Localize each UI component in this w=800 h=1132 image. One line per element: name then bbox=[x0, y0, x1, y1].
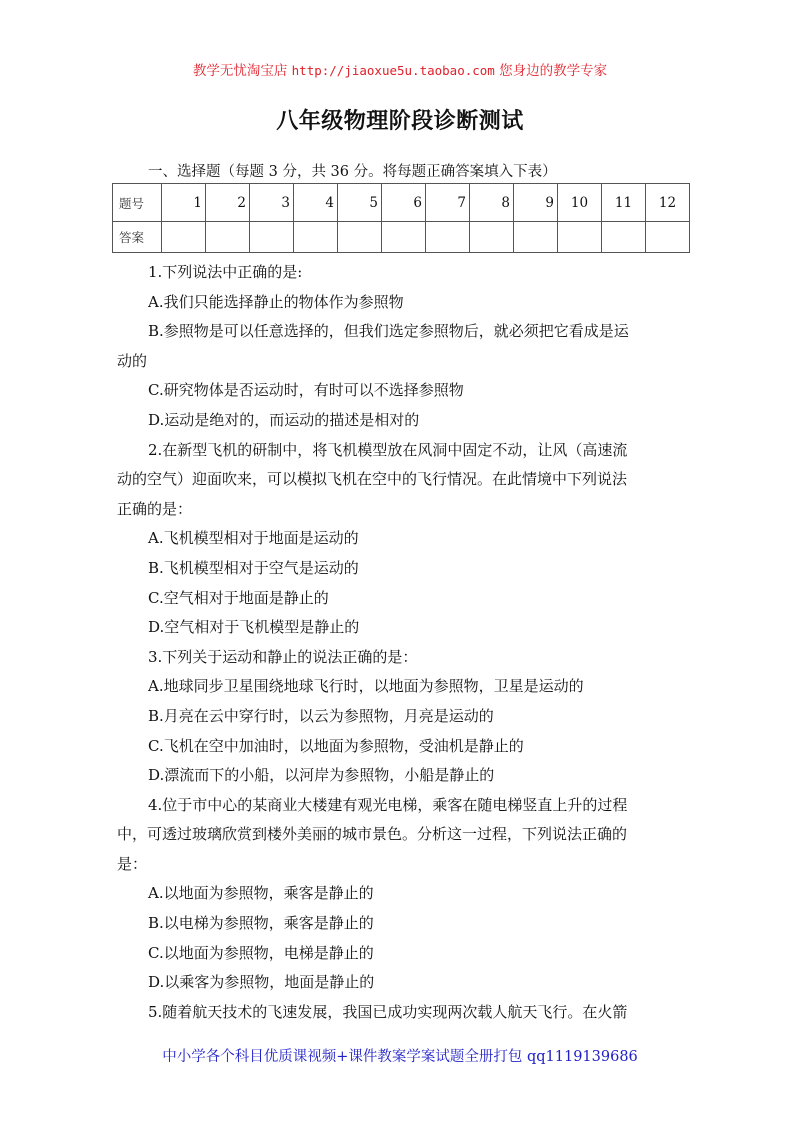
shop-slogan: 您身边的教学专家 bbox=[499, 63, 608, 79]
question-number-cell: 5 bbox=[338, 184, 382, 222]
answer-cell[interactable] bbox=[250, 222, 294, 253]
question-text-line: B.参照物是可以任意选择的，但我们选定参照物后，就必须把它看成是运 bbox=[148, 322, 629, 341]
answer-cell[interactable] bbox=[514, 222, 558, 253]
page-title: 八年级物理阶段诊断测试 bbox=[276, 109, 524, 134]
question-number-cell: 11 bbox=[602, 184, 646, 222]
question-text-line: 正确的是： bbox=[117, 499, 193, 518]
question-number-cell: 3 bbox=[250, 184, 294, 222]
question-number-cell: 8 bbox=[470, 184, 514, 222]
question-number-cell: 2 bbox=[206, 184, 250, 222]
question-text-line: 5.随着航天技术的飞速发展，我国已成功实现两次载人航天飞行。在火箭 bbox=[148, 1002, 628, 1021]
question-number-cell: 6 bbox=[382, 184, 426, 222]
question-text-line: 3.下列关于运动和静止的说法正确的是： bbox=[148, 647, 418, 666]
question-number-cell: 4 bbox=[294, 184, 338, 222]
question-text-line: C.飞机在空中加油时，以地面为参照物，受油机是静止的 bbox=[148, 736, 524, 755]
question-text-line: D.运动是绝对的，而运动的描述是相对的 bbox=[148, 410, 420, 429]
answer-table bbox=[112, 183, 690, 253]
answer-cell[interactable] bbox=[426, 222, 470, 253]
answer-cell[interactable] bbox=[470, 222, 514, 253]
question-text-line: 动的 bbox=[117, 351, 148, 370]
question-text-line: 4.位于市中心的某商业大楼建有观光电梯，乘客在随电梯竖直上升的过程 bbox=[148, 795, 628, 814]
shop-name: 教学无忧淘宝店 bbox=[192, 63, 288, 79]
question-text-line: 中，可透过玻璃欣赏到楼外美丽的城市景色。分析这一过程，下列说法正确的 bbox=[117, 825, 628, 844]
question-number-cell: 7 bbox=[426, 184, 470, 222]
answer-table-answer-row bbox=[113, 222, 690, 253]
question-text-line: B.以电梯为参照物，乘客是静止的 bbox=[148, 914, 374, 933]
answer-cell[interactable] bbox=[558, 222, 602, 253]
question-number-cell: 10 bbox=[558, 184, 602, 222]
answer-cell[interactable] bbox=[646, 222, 690, 253]
question-text-line: B.月亮在云中穿行时，以云为参照物，月亮是运动的 bbox=[148, 706, 494, 725]
question-text-line: 动的空气）迎面吹来，可以模拟飞机在空中的飞行情况。在此情境中下列说法 bbox=[117, 470, 628, 489]
answer-cell[interactable] bbox=[162, 222, 206, 253]
question-text-line: C.研究物体是否运动时，有时可以不选择参照物 bbox=[148, 381, 464, 400]
shop-url-link[interactable]: http://jiaoxue5u.taobao.com bbox=[291, 63, 495, 78]
question-text-line: 2.在新型飞机的研制中，将飞机模型放在风洞中固定不动，让风（高速流 bbox=[148, 440, 628, 459]
question-text-line: C.以地面为参照物，电梯是静止的 bbox=[148, 943, 374, 962]
answer-label: 答案 bbox=[113, 222, 162, 253]
page-header bbox=[0, 59, 800, 79]
section-heading: 一、选择题（每题 3 分，共 36 分。将每题正确答案填入下表） bbox=[148, 164, 557, 180]
question-text-line: A.地球同步卫星围绕地球飞行时，以地面为参照物，卫星是运动的 bbox=[148, 677, 584, 696]
question-text-line: D.空气相对于飞机模型是静止的 bbox=[148, 618, 360, 637]
question-text-line: 1.下列说法中正确的是: bbox=[148, 263, 303, 281]
question-number-label: 题号 bbox=[113, 184, 162, 222]
question-text-line: D.漂流而下的小船，以河岸为参照物，小船是静止的 bbox=[148, 766, 495, 785]
question-number-cell: 1 bbox=[162, 184, 206, 222]
question-number-cell: 12 bbox=[646, 184, 690, 222]
page-footer: 中小学各个科目优质课视频+课件教案学案试题全册打包 qq1119139686 bbox=[162, 1049, 638, 1065]
answer-cell[interactable] bbox=[602, 222, 646, 253]
question-number-cell: 9 bbox=[514, 184, 558, 222]
answer-cell[interactable] bbox=[206, 222, 250, 253]
question-body bbox=[117, 258, 677, 1027]
question-text-line: 是： bbox=[117, 854, 148, 873]
answer-table-header-row bbox=[113, 184, 690, 222]
answer-cell[interactable] bbox=[294, 222, 338, 253]
answer-cell[interactable] bbox=[338, 222, 382, 253]
question-text-line: A.飞机模型相对于地面是运动的 bbox=[148, 529, 359, 548]
answer-cell[interactable] bbox=[382, 222, 426, 253]
question-text-line: B.飞机模型相对于空气是运动的 bbox=[148, 558, 359, 577]
question-text-line: A.我们只能选择静止的物体作为参照物 bbox=[148, 292, 404, 311]
question-text-line: D.以乘客为参照物，地面是静止的 bbox=[148, 973, 375, 992]
question-text-line: C.空气相对于地面是静止的 bbox=[148, 588, 329, 607]
question-text-line: A.以地面为参照物，乘客是静止的 bbox=[148, 884, 374, 903]
